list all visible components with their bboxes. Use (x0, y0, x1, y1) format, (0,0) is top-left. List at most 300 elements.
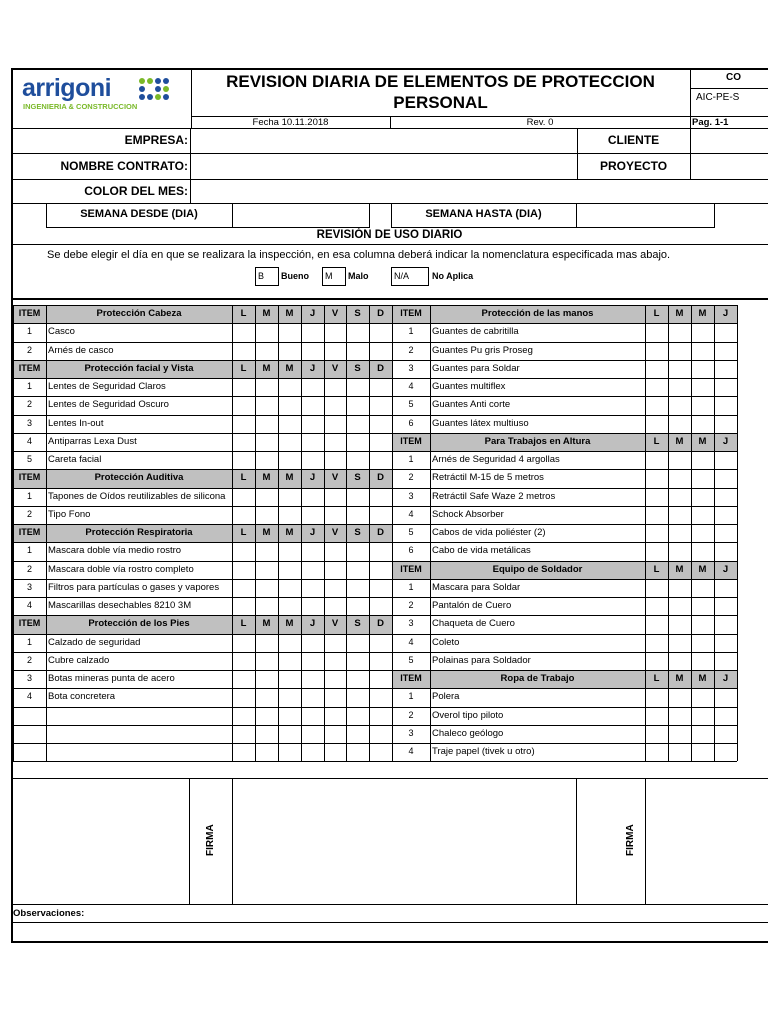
day-check-cell[interactable] (692, 635, 713, 651)
day-check-cell[interactable] (692, 379, 713, 395)
column-divider (278, 305, 279, 761)
day-check-cell[interactable] (646, 343, 667, 359)
day-column-header: L (240, 527, 247, 538)
nombre-contrato-field[interactable] (191, 154, 576, 178)
day-check-cell[interactable] (279, 598, 300, 614)
item-column-header: ITEM (18, 618, 41, 628)
day-check-cell[interactable] (279, 507, 300, 523)
day-check-cell[interactable] (233, 397, 254, 414)
day-check-cell[interactable] (715, 543, 736, 560)
day-check-cell[interactable] (279, 562, 300, 578)
item-number: 3 (26, 673, 32, 683)
row-divider (13, 469, 392, 470)
item-number: 4 (26, 436, 32, 446)
item-column-header: ITEM (400, 673, 422, 683)
day-check-cell[interactable] (279, 744, 300, 760)
day-check-cell[interactable] (715, 397, 736, 414)
day-check-cell[interactable] (715, 598, 736, 614)
day-check-cell[interactable] (347, 489, 368, 505)
proyecto-label: PROYECTO (599, 159, 668, 173)
day-check-cell[interactable] (715, 708, 736, 724)
row-divider (13, 451, 392, 452)
day-check-cell[interactable] (302, 543, 323, 560)
day-column-header: M (675, 673, 684, 684)
day-check-cell[interactable] (302, 434, 323, 450)
day-check-cell[interactable] (347, 726, 368, 742)
document-code-top: CO (726, 72, 741, 83)
column-divider (645, 305, 646, 761)
item-column-header: ITEM (400, 436, 422, 446)
day-check-cell[interactable] (256, 434, 277, 450)
item-number: 2 (26, 399, 32, 409)
day-check-cell[interactable] (325, 397, 345, 414)
day-check-cell[interactable] (669, 470, 690, 487)
day-check-cell[interactable] (347, 708, 368, 724)
day-check-cell[interactable] (669, 452, 690, 468)
day-check-cell[interactable] (370, 452, 391, 468)
day-check-cell[interactable] (233, 598, 254, 614)
semana-desde-field[interactable] (233, 204, 369, 227)
day-check-cell[interactable] (692, 507, 713, 523)
item-number: 2 (408, 600, 414, 610)
day-check-cell[interactable] (692, 452, 713, 468)
day-check-cell[interactable] (669, 343, 690, 359)
day-check-cell[interactable] (669, 525, 690, 541)
day-check-cell[interactable] (715, 689, 736, 706)
day-check-cell[interactable] (669, 708, 690, 724)
day-check-cell[interactable] (370, 397, 391, 414)
day-check-cell[interactable] (302, 580, 323, 596)
day-check-cell[interactable] (325, 598, 345, 614)
day-check-cell[interactable] (256, 562, 277, 578)
day-check-cell[interactable] (279, 653, 300, 669)
day-check-cell[interactable] (370, 580, 391, 596)
day-check-cell[interactable] (256, 726, 277, 742)
day-column-header: J (722, 308, 729, 319)
item-column-header: ITEM (18, 527, 41, 537)
row-divider (13, 524, 392, 525)
day-check-cell[interactable] (302, 562, 323, 578)
day-check-cell[interactable] (279, 635, 300, 651)
day-column-header: D (377, 363, 384, 374)
day-check-cell[interactable] (646, 744, 667, 760)
day-check-cell[interactable] (347, 452, 368, 468)
day-check-cell[interactable] (325, 324, 345, 341)
row-divider (392, 524, 737, 525)
day-check-cell[interactable] (370, 726, 391, 742)
row-divider (392, 542, 737, 543)
day-check-cell[interactable] (279, 434, 300, 450)
day-check-cell[interactable] (669, 580, 690, 596)
day-check-cell[interactable] (279, 708, 300, 724)
signature-field-left[interactable] (12, 779, 188, 904)
day-check-cell[interactable] (256, 635, 277, 651)
day-check-cell[interactable] (256, 324, 277, 341)
legend-bueno-code: B (258, 271, 265, 281)
firma-label-left: FIRMA (205, 824, 216, 856)
day-check-cell[interactable] (669, 361, 690, 377)
day-check-cell[interactable] (233, 744, 254, 760)
document-date: Fecha 10.11.2018 (252, 117, 329, 128)
day-check-cell[interactable] (325, 434, 345, 450)
day-check-cell[interactable] (233, 671, 254, 687)
day-check-cell[interactable] (233, 653, 254, 669)
day-check-cell[interactable] (233, 726, 254, 742)
day-check-cell[interactable] (715, 324, 736, 341)
day-check-cell[interactable] (646, 397, 667, 414)
item-number: 5 (408, 399, 414, 409)
day-check-cell[interactable] (325, 507, 345, 523)
day-check-cell[interactable] (715, 507, 736, 523)
color-mes-field[interactable] (191, 180, 768, 202)
proyecto-field[interactable] (691, 154, 768, 178)
item-name: Calzado de seguridad (48, 637, 141, 648)
day-check-cell[interactable] (256, 543, 277, 560)
row-divider (392, 342, 737, 343)
day-check-cell[interactable] (370, 562, 391, 578)
day-check-cell[interactable] (279, 726, 300, 742)
day-check-cell[interactable] (370, 653, 391, 669)
row-divider (13, 597, 392, 598)
row-divider (392, 506, 737, 507)
day-check-cell[interactable] (233, 562, 254, 578)
day-check-cell[interactable] (715, 653, 736, 669)
day-check-cell[interactable] (302, 489, 323, 505)
day-check-cell[interactable] (325, 671, 345, 687)
day-check-cell[interactable] (302, 689, 323, 706)
day-check-cell[interactable] (256, 598, 277, 614)
item-name: Retráctil Safe Waze 2 metros (432, 491, 556, 502)
day-check-cell[interactable] (233, 708, 254, 724)
item-number: 4 (408, 509, 414, 519)
day-check-cell[interactable] (692, 489, 713, 505)
day-check-cell[interactable] (302, 343, 323, 359)
day-check-cell[interactable] (325, 635, 345, 651)
revision-instruction: Se debe elegir el día en que se realizara la inspección, en esa columna deberá indicar la nomenclatura especificada mas abajo. (47, 249, 671, 261)
day-check-cell[interactable] (325, 580, 345, 596)
day-check-cell[interactable] (669, 416, 690, 432)
day-check-cell[interactable] (370, 671, 391, 687)
day-check-cell[interactable] (692, 361, 713, 377)
legend-malo-code: M (325, 271, 333, 281)
day-check-cell[interactable] (692, 343, 713, 359)
day-check-cell[interactable] (669, 324, 690, 341)
day-check-cell[interactable] (279, 543, 300, 560)
day-check-cell[interactable] (370, 489, 391, 505)
day-check-cell[interactable] (233, 434, 254, 450)
day-check-cell[interactable] (370, 324, 391, 341)
day-check-cell[interactable] (279, 379, 300, 395)
day-check-cell[interactable] (692, 543, 713, 560)
day-check-cell[interactable] (347, 324, 368, 341)
day-check-cell[interactable] (370, 635, 391, 651)
day-check-cell[interactable] (370, 379, 391, 395)
day-check-cell[interactable] (715, 361, 736, 377)
day-check-cell[interactable] (302, 671, 323, 687)
day-check-cell[interactable] (370, 343, 391, 359)
day-check-cell[interactable] (692, 580, 713, 596)
day-check-cell[interactable] (302, 708, 323, 724)
day-check-cell[interactable] (325, 653, 345, 669)
day-check-cell[interactable] (646, 616, 667, 633)
day-check-cell[interactable] (325, 689, 345, 706)
day-check-cell[interactable] (347, 416, 368, 432)
day-check-cell[interactable] (302, 416, 323, 432)
day-check-cell[interactable] (715, 744, 736, 760)
day-check-cell[interactable] (646, 598, 667, 614)
day-check-cell[interactable] (325, 416, 345, 432)
item-number: 4 (408, 746, 414, 756)
day-check-cell[interactable] (715, 416, 736, 432)
day-check-cell[interactable] (646, 507, 667, 523)
day-check-cell[interactable] (279, 580, 300, 596)
day-check-cell[interactable] (256, 671, 277, 687)
day-check-cell[interactable] (233, 543, 254, 560)
item-name: Arnés de Seguridad 4 argollas (432, 454, 560, 465)
row-divider (392, 579, 737, 580)
day-check-cell[interactable] (256, 379, 277, 395)
day-check-cell[interactable] (669, 507, 690, 523)
cliente-field[interactable] (691, 129, 768, 152)
day-check-cell[interactable] (279, 452, 300, 468)
item-number: 1 (408, 326, 414, 336)
day-check-cell[interactable] (325, 708, 345, 724)
day-check-cell[interactable] (370, 416, 391, 432)
day-check-cell[interactable] (233, 379, 254, 395)
day-check-cell[interactable] (715, 580, 736, 596)
item-name: Guantes de cabritilla (432, 326, 519, 337)
day-check-cell[interactable] (692, 616, 713, 633)
item-number: 2 (26, 655, 32, 665)
day-check-cell[interactable] (347, 635, 368, 651)
day-check-cell[interactable] (669, 489, 690, 505)
day-check-cell[interactable] (692, 598, 713, 614)
day-check-cell[interactable] (669, 635, 690, 651)
day-check-cell[interactable] (669, 689, 690, 706)
day-check-cell[interactable] (347, 343, 368, 359)
day-check-cell[interactable] (279, 689, 300, 706)
day-check-cell[interactable] (669, 653, 690, 669)
day-check-cell[interactable] (325, 726, 345, 742)
day-check-cell[interactable] (646, 689, 667, 706)
day-check-cell[interactable] (347, 507, 368, 523)
empresa-field[interactable] (191, 129, 576, 152)
item-column-header: ITEM (18, 472, 41, 482)
day-check-cell[interactable] (325, 379, 345, 395)
day-check-cell[interactable] (646, 489, 667, 505)
semana-hasta-field[interactable] (577, 204, 714, 227)
day-check-cell[interactable] (325, 343, 345, 359)
day-check-cell[interactable] (347, 580, 368, 596)
day-check-cell[interactable] (370, 744, 391, 760)
day-check-cell[interactable] (256, 343, 277, 359)
day-column-header: M (285, 308, 294, 319)
day-check-cell[interactable] (279, 671, 300, 687)
day-check-cell[interactable] (325, 744, 345, 760)
day-check-cell[interactable] (256, 489, 277, 505)
day-check-cell[interactable] (715, 452, 736, 468)
day-check-cell[interactable] (256, 507, 277, 523)
day-check-cell[interactable] (646, 635, 667, 651)
day-check-cell[interactable] (302, 452, 323, 468)
day-check-cell[interactable] (233, 635, 254, 651)
day-check-cell[interactable] (256, 397, 277, 414)
day-check-cell[interactable] (692, 708, 713, 724)
day-check-cell[interactable] (256, 744, 277, 760)
day-check-cell[interactable] (347, 653, 368, 669)
day-check-cell[interactable] (715, 525, 736, 541)
day-check-cell[interactable] (646, 379, 667, 395)
day-check-cell[interactable] (233, 343, 254, 359)
day-check-cell[interactable] (233, 507, 254, 523)
day-check-cell[interactable] (256, 689, 277, 706)
day-check-cell[interactable] (233, 580, 254, 596)
day-check-cell[interactable] (347, 543, 368, 560)
day-check-cell[interactable] (233, 324, 254, 341)
day-check-cell[interactable] (233, 489, 254, 505)
day-check-cell[interactable] (325, 489, 345, 505)
row-divider (392, 725, 737, 726)
day-check-cell[interactable] (302, 324, 323, 341)
signature-field-right[interactable] (392, 779, 575, 904)
day-check-cell[interactable] (646, 324, 667, 341)
day-check-cell[interactable] (302, 379, 323, 395)
day-check-cell[interactable] (347, 434, 368, 450)
day-check-cell[interactable] (669, 616, 690, 633)
day-check-cell[interactable] (302, 744, 323, 760)
day-check-cell[interactable] (256, 708, 277, 724)
day-check-cell[interactable] (325, 452, 345, 468)
day-check-cell[interactable] (646, 452, 667, 468)
day-check-cell[interactable] (370, 708, 391, 724)
day-check-cell[interactable] (692, 416, 713, 432)
day-check-cell[interactable] (370, 543, 391, 560)
section-title: Protección Respiratoria (85, 527, 193, 538)
day-check-cell[interactable] (279, 397, 300, 414)
column-divider (13, 305, 14, 761)
observaciones-field[interactable] (12, 923, 768, 941)
day-check-cell[interactable] (692, 744, 713, 760)
day-check-cell[interactable] (370, 507, 391, 523)
day-check-cell[interactable] (669, 598, 690, 614)
day-check-cell[interactable] (646, 543, 667, 560)
row-divider (392, 634, 737, 635)
day-check-cell[interactable] (646, 653, 667, 669)
day-check-cell[interactable] (692, 689, 713, 706)
day-check-cell[interactable] (347, 671, 368, 687)
day-check-cell[interactable] (370, 434, 391, 450)
day-check-cell[interactable] (256, 452, 277, 468)
row-divider (392, 469, 737, 470)
day-check-cell[interactable] (715, 379, 736, 395)
row-divider (13, 396, 392, 397)
day-check-cell[interactable] (692, 470, 713, 487)
day-column-header: M (675, 564, 684, 575)
day-check-cell[interactable] (302, 397, 323, 414)
item-number: 2 (26, 564, 32, 574)
day-check-cell[interactable] (256, 580, 277, 596)
day-check-cell[interactable] (370, 598, 391, 614)
day-check-cell[interactable] (302, 635, 323, 651)
day-check-cell[interactable] (325, 543, 345, 560)
day-check-cell[interactable] (715, 616, 736, 633)
day-check-cell[interactable] (256, 416, 277, 432)
row-divider (392, 688, 737, 689)
day-check-cell[interactable] (715, 343, 736, 359)
day-check-cell[interactable] (692, 653, 713, 669)
day-check-cell[interactable] (646, 416, 667, 432)
day-check-cell[interactable] (646, 470, 667, 487)
day-check-cell[interactable] (279, 416, 300, 432)
day-check-cell[interactable] (646, 708, 667, 724)
item-name: Retráctil M-15 de 5 metros (432, 472, 544, 483)
day-check-cell[interactable] (669, 726, 690, 742)
day-check-cell[interactable] (669, 379, 690, 395)
day-check-cell[interactable] (692, 726, 713, 742)
item-number: 4 (408, 637, 414, 647)
day-check-cell[interactable] (692, 397, 713, 414)
day-check-cell[interactable] (715, 635, 736, 651)
day-check-cell[interactable] (692, 525, 713, 541)
day-check-cell[interactable] (347, 562, 368, 578)
day-check-cell[interactable] (279, 324, 300, 341)
day-check-cell[interactable] (715, 489, 736, 505)
item-name: Cabos de vida poliéster (2) (432, 527, 546, 538)
day-check-cell[interactable] (669, 397, 690, 414)
day-check-cell[interactable] (347, 689, 368, 706)
nombre-contrato-label: NOMBRE CONTRATO: (60, 159, 188, 173)
column-divider (430, 305, 431, 761)
day-check-cell[interactable] (233, 689, 254, 706)
day-check-cell[interactable] (279, 343, 300, 359)
day-check-cell[interactable] (646, 525, 667, 541)
day-check-cell[interactable] (233, 416, 254, 432)
day-check-cell[interactable] (646, 726, 667, 742)
day-check-cell[interactable] (646, 361, 667, 377)
day-check-cell[interactable] (256, 653, 277, 669)
day-column-header: D (377, 618, 384, 629)
day-check-cell[interactable] (347, 744, 368, 760)
day-check-cell[interactable] (669, 744, 690, 760)
day-column-header: J (309, 308, 316, 319)
day-check-cell[interactable] (347, 379, 368, 395)
item-name: Pantalón de Cuero (432, 600, 512, 611)
day-check-cell[interactable] (279, 489, 300, 505)
day-column-header: S (354, 308, 361, 319)
day-check-cell[interactable] (347, 397, 368, 414)
day-check-cell[interactable] (692, 324, 713, 341)
day-check-cell[interactable] (347, 598, 368, 614)
day-check-cell[interactable] (325, 562, 345, 578)
day-check-cell[interactable] (646, 580, 667, 596)
day-check-cell[interactable] (715, 726, 736, 742)
day-check-cell[interactable] (715, 470, 736, 487)
day-check-cell[interactable] (302, 726, 323, 742)
day-check-cell[interactable] (302, 507, 323, 523)
day-check-cell[interactable] (669, 543, 690, 560)
day-check-cell[interactable] (370, 689, 391, 706)
day-check-cell[interactable] (302, 598, 323, 614)
column-divider (737, 305, 738, 761)
day-check-cell[interactable] (302, 653, 323, 669)
item-number: 2 (408, 345, 414, 355)
item-name: Casco (48, 326, 75, 337)
item-number: 2 (26, 345, 32, 355)
day-column-header: L (240, 363, 247, 374)
day-check-cell[interactable] (233, 452, 254, 468)
item-number: 2 (408, 710, 414, 720)
item-number: 2 (408, 472, 414, 482)
